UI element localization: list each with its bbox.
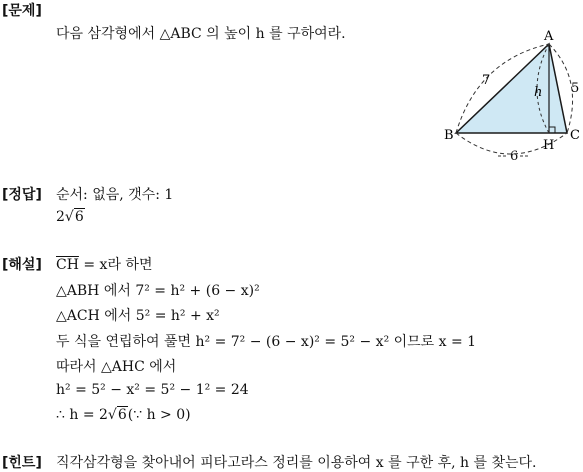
label-b: B xyxy=(444,128,454,143)
hint-tag: [힌트] xyxy=(2,455,42,471)
answer-value: 2√6 xyxy=(56,209,84,225)
label-h-foot: H xyxy=(543,138,555,153)
hint-text: 직각삼각형을 찾아내어 피타고라스 정리를 이용하여 x 를 구한 후, h 를 찾는다. xyxy=(56,455,537,471)
label-ab: 7 xyxy=(482,73,491,88)
label-c: C xyxy=(570,128,580,143)
solution-line-1: $\overline{CH} = x$라 하면 xyxy=(56,257,153,273)
answer-tag: [정답] xyxy=(2,187,42,203)
solution-line-6: h² = 5² − x² = 5² − 1² = 24 xyxy=(56,382,249,398)
problem-tag: [문제] xyxy=(2,3,42,19)
label-a: A xyxy=(544,29,554,44)
problem-text: 다음 삼각형에서 △ABC 의 높이 h 를 구하여라. xyxy=(56,26,346,42)
solution-line-2: △ABH 에서 7² = h² + (6 − x)² xyxy=(56,283,260,299)
label-bc: 6 xyxy=(510,149,519,164)
label-ac: 5 xyxy=(571,81,580,96)
solution-tag: [해설] xyxy=(2,257,42,273)
solution-line-7: ∴ h = 2√6(∵ h > 0) xyxy=(56,407,191,423)
solution-line-5: 따라서 △AHC 에서 xyxy=(56,359,177,375)
triangle-abc xyxy=(456,44,567,133)
solution-line-3: △ACH 에서 5² = h² + x² xyxy=(56,308,220,324)
answer-meta: 순서: 없음, 갯수: 1 xyxy=(56,187,174,203)
solution-line-4: 두 식을 연립하여 풀면 h² = 7² − (6 − x)² = 5² − x² 이므로 x = 1 xyxy=(56,334,477,350)
label-h: h xyxy=(534,85,543,100)
